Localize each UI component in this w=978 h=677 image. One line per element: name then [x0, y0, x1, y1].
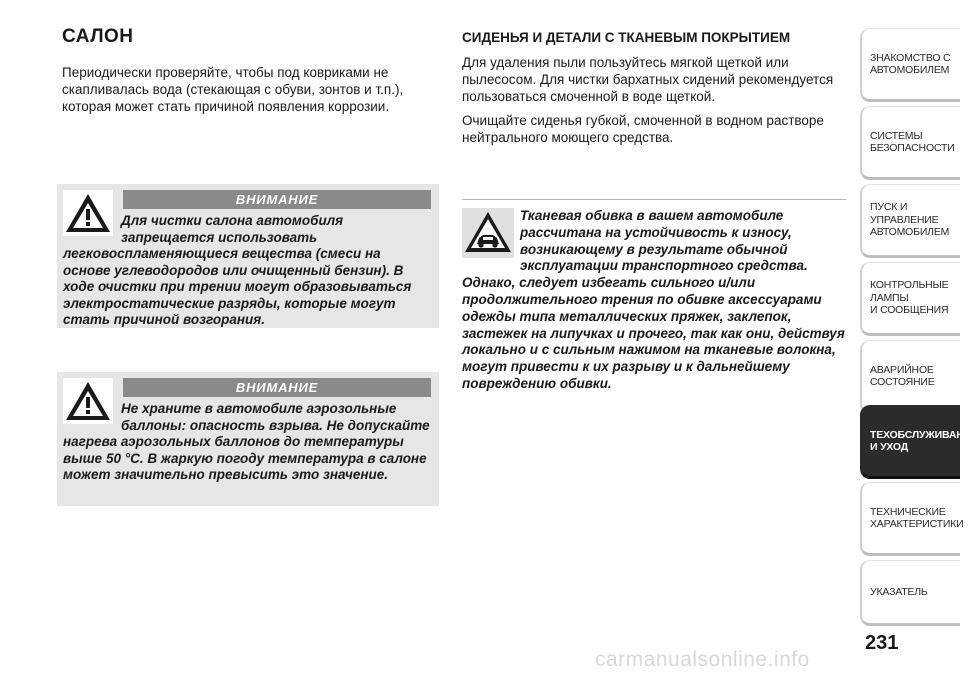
tab-label-line: ТЕХОБСЛУЖИВАНИЕ — [870, 428, 978, 441]
tab-maintenance-care[interactable] — [860, 405, 978, 479]
tab-label-line: АВТОМОБИЛЕМ — [870, 226, 950, 239]
warning-text: Для чистки салона автомобиля запрещается использовать легковоспламеняющиеся вещества (смеси на основе углеводородов или очищенный бензин). В ходе очистки при трении могут образовываться электростатические разряды, которые могут стать причиной возгорания. — [63, 213, 412, 327]
seats-paragraph: Для удаления пыли пользуйтесь мягкой щеткой или пылесосом. Для чистки бархатных сидений рекомендуется пользоваться смоченной в воде щеткой. — [462, 55, 834, 104]
tab-label-line: И УХОД — [870, 441, 909, 453]
warning-box-aerosol — [57, 372, 439, 506]
fabric-note-text: Тканевая обивка в вашем автомобиле рассчитана на устойчивость к износу, возникающему в результате обычной эксплуатации транспортного средства. Однако, следует избегать сильного и/или продолжительного трения по обивке аксессуарами одежды типа металлических пряжек, заклепок, застежек на липучках и прочего, так как они, действуя локально и с сильным нажимом на тканевые волокна, могут привести к их разрыву и к дальнейшему повреждению обивки. — [462, 208, 845, 391]
tab-label-line: АВТОМОБИЛЕМ — [870, 64, 950, 76]
fabric-note — [462, 208, 848, 393]
intro-paragraph: Периодически проверяйте, чтобы под ковриками не скапливалась вода (стекающая с обуви, зонтов и т.п.), которая может стать причиной появления коррозии. — [62, 65, 404, 114]
warning-triangle-icon — [63, 378, 113, 424]
tab-label-line: ЗНАКОМСТВО С — [870, 51, 951, 64]
tab-emergency[interactable] — [860, 340, 960, 414]
warning-triangle-icon — [63, 190, 113, 236]
car-caution-icon — [462, 208, 514, 258]
watermark: carmanualsonline.info — [595, 648, 810, 671]
warning-header: ВНИМАНИЕ — [123, 378, 431, 397]
tab-label-line: ТЕХНИЧЕСКИЕ — [870, 505, 946, 518]
warning-box-flammable — [57, 184, 439, 328]
tab-label-line: И СООБЩЕНИЯ — [870, 304, 949, 317]
tab-technical-specs[interactable] — [860, 482, 964, 556]
tab-index[interactable] — [860, 560, 960, 626]
tab-label-line: КОНТРОЛЬНЫЕ — [870, 279, 949, 292]
tab-label-line: ПУСК И УПРАВЛЕНИЕ — [870, 201, 939, 226]
tab-label-line: ЛАМПЫ — [870, 291, 909, 304]
warning-header: ВНИМАНИЕ — [123, 190, 431, 209]
tab-warning-lights[interactable] — [860, 262, 960, 336]
page-number: 231 — [865, 632, 899, 654]
tab-label-line: СОСТОЯНИЕ — [870, 376, 935, 388]
tab-label-line: ХАРАКТЕРИСТИКИ — [870, 518, 964, 530]
seats-paragraph: Очищайте сиденья губкой, смоченной в водном растворе нейтрального моющего средства. — [462, 113, 824, 145]
warning-text: Не храните в автомобиле аэрозольные баллоны: опасность взрыва. Не допускайте нагрева аэрозольных баллонов до температуры выше 50 °C. В жаркую погоду температура в салоне может значительно превысить это значение. — [63, 401, 430, 482]
tab-label-line: АВАРИЙНОЕ — [870, 363, 934, 376]
divider — [462, 199, 846, 200]
tab-label-line: СИСТЕМЫ — [870, 129, 923, 142]
tab-starting-driving[interactable] — [860, 184, 960, 258]
tab-safety-systems[interactable] — [860, 106, 960, 180]
tab-label-line: БЕЗОПАСНОСТИ — [870, 142, 955, 154]
tab-label-line: УКАЗАТЕЛЬ — [870, 585, 928, 598]
section-heading: СИДЕНЬЯ И ДЕТАЛИ С ТКАНЕВЫМ ПОКРЫТИЕМ — [462, 30, 791, 45]
page-title: САЛОН — [62, 26, 134, 47]
tab-getting-to-know[interactable] — [860, 28, 960, 102]
